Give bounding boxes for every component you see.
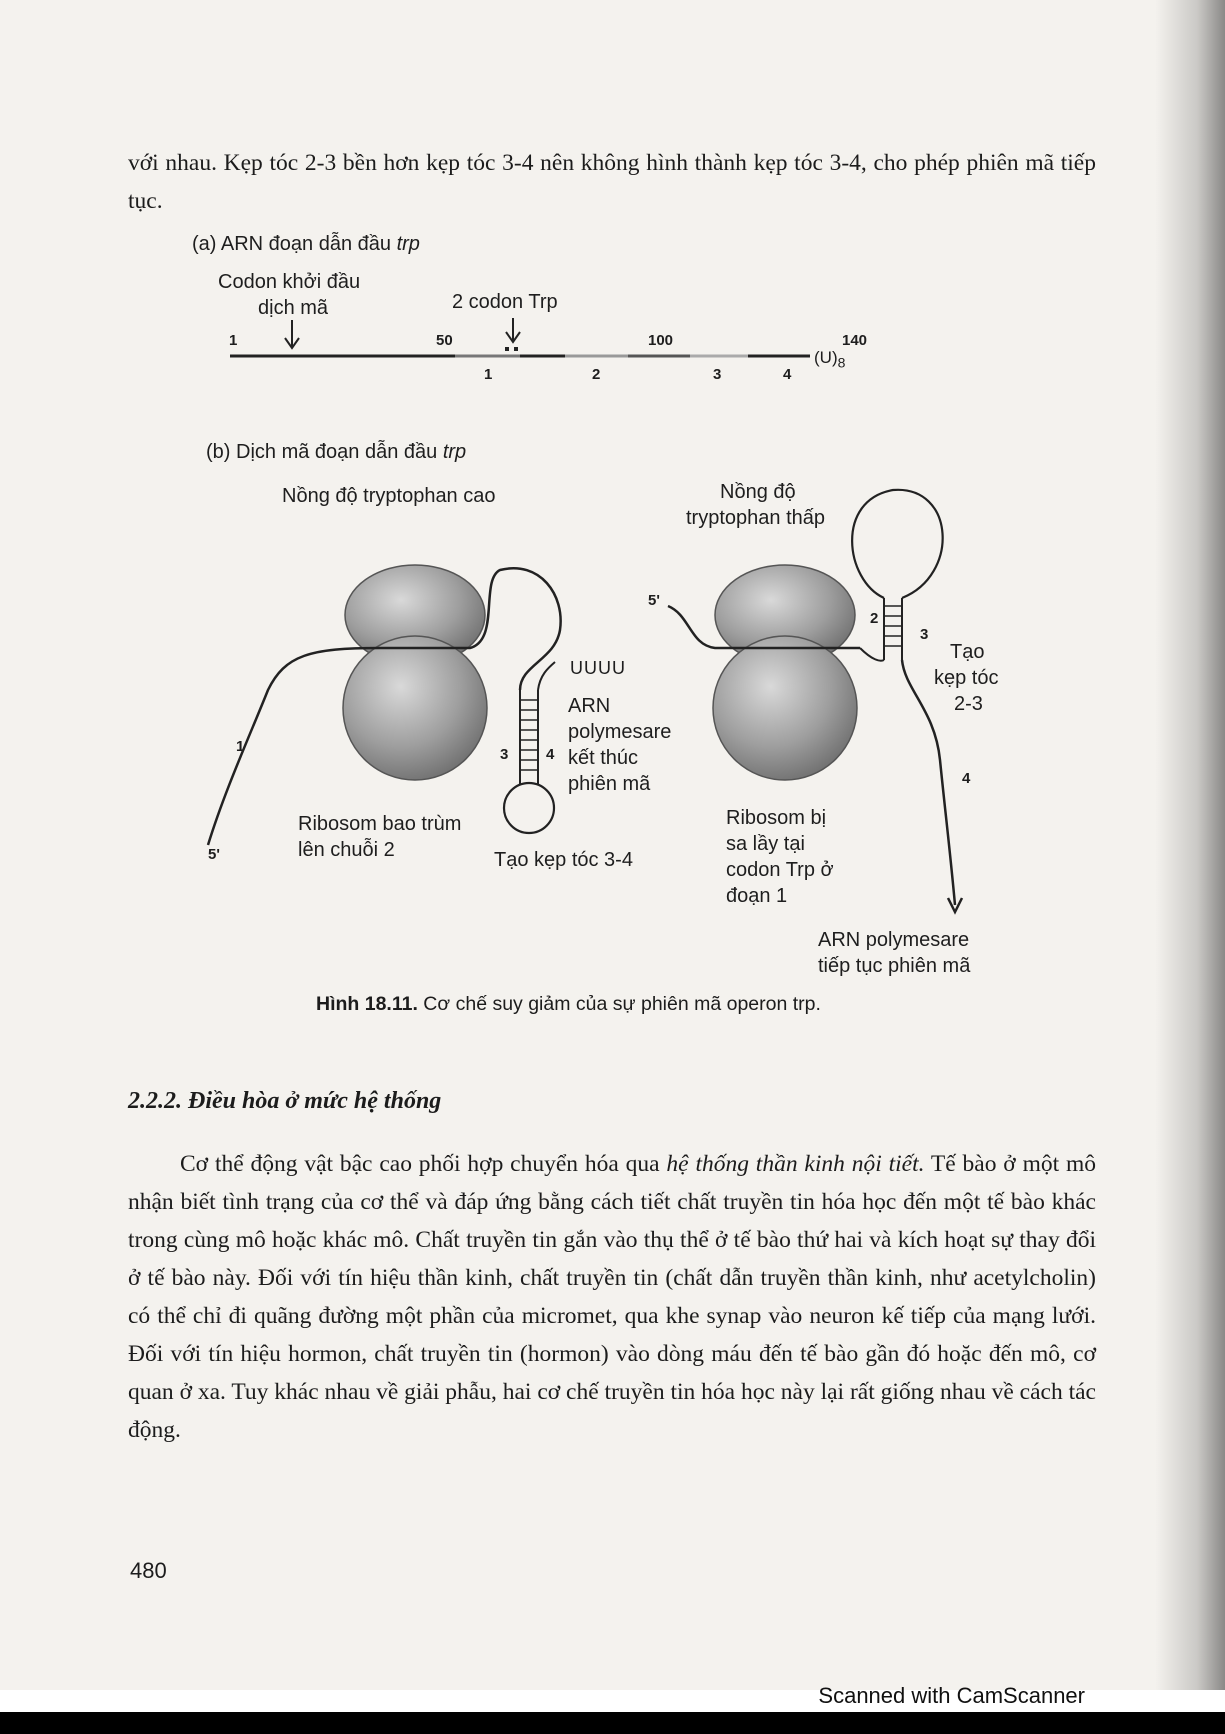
termination-line2: polymesare — [568, 721, 672, 743]
stalled-line3: codon Trp ở — [726, 859, 834, 881]
termination-line3: kết thúc — [568, 747, 639, 769]
b-left-seg-3: 3 — [500, 746, 509, 763]
b-right-seg-4: 4 — [962, 770, 971, 787]
position-1: 1 — [229, 332, 238, 349]
left-ribosome — [343, 565, 487, 780]
termination-line1: ARN — [568, 695, 611, 717]
hairpin-23-line1: Tạo — [950, 641, 985, 663]
hairpin-23-line3: 2-3 — [954, 693, 983, 715]
b-left-seg-4: 4 — [546, 746, 555, 763]
position-50: 50 — [436, 332, 453, 349]
ribosome-covers-line2: lên chuỗi 2 — [298, 839, 395, 861]
low-trp-title-line1: Nồng độ — [720, 481, 796, 503]
uuuu-label: UUUU — [570, 658, 626, 678]
stalled-line4: đoạn 1 — [726, 885, 788, 907]
continue-line2: tiếp tục phiên mã — [818, 955, 971, 977]
hairpin-23-line2: kẹp tóc — [934, 667, 999, 689]
start-codon-arrow-icon — [285, 320, 299, 348]
page-number: 480 — [130, 1558, 167, 1583]
poly-u-label: $(U)_8$ — [814, 348, 846, 371]
b-right-seg-2: 2 — [870, 610, 879, 627]
start-codon-label-line1: Codon khởi đầu — [218, 271, 361, 293]
hairpin-34-label: Tạo kẹp tóc 3-4 — [494, 849, 633, 871]
b-left-seg-1: 1 — [236, 738, 245, 755]
five-prime-right: 5' — [648, 592, 660, 609]
segment-4-label: 4 — [783, 366, 792, 383]
ribosome-covers-line1: Ribosom bao trùm — [298, 813, 462, 835]
low-trp-title-line2: tryptophan thấp — [686, 507, 825, 529]
start-codon-label-line2: dịch mã — [258, 297, 329, 319]
trp-codons-label: 2 codon Trp — [452, 291, 558, 313]
panel-b-title: (b) Dịch mã đoạn dẫn đầu trp — [206, 441, 467, 463]
figure-caption: Hình 18.11. Cơ chế suy giảm của sự phiên mã operon trp. — [316, 993, 821, 1015]
position-100: 100 — [648, 332, 674, 349]
five-prime-left: 5' — [208, 846, 220, 863]
termination-line4: phiên mã — [568, 773, 651, 795]
intro-paragraph: với nhau. Kẹp tóc 2-3 bền hơn kẹp tóc 3-4 nên không hình thành kẹp tóc 3-4, cho phép phiên mã tiếp tục. — [128, 150, 1096, 214]
stalled-line1: Ribosom bị — [726, 807, 827, 829]
scanner-label: Scanned with CamScanner — [818, 1683, 1085, 1708]
stalled-line2: sa lầy tại — [726, 833, 805, 855]
section-heading: 2.2.2. Điều hòa ở mức hệ thống — [128, 1088, 442, 1114]
trp-codon-arrow-icon — [505, 318, 520, 351]
position-140: 140 — [842, 332, 868, 349]
right-ribosome — [713, 565, 857, 780]
bottom-black-strip — [0, 1712, 1225, 1734]
right-hairpin-2-3 — [852, 490, 943, 661]
segment-1-label: 1 — [484, 366, 493, 383]
panel-a-title: (a) ARN đoạn dẫn đầu trp — [192, 233, 420, 255]
segment-3-label: 3 — [713, 366, 722, 383]
left-hairpin-3-4 — [504, 662, 555, 833]
b-right-seg-3: 3 — [920, 626, 929, 643]
continue-line1: ARN polymesare — [818, 929, 970, 951]
right-mrna-tail — [902, 660, 955, 905]
high-trp-title: Nồng độ tryptophan cao — [282, 485, 496, 507]
body-paragraph: Cơ thể động vật bậc cao phối hợp chuyển hóa qua hệ thống thần kinh nội tiết. Tế bào ở một mô nhận biết tình trạng của cơ thể và đáp ứng bằng cách tiết chất truyền tin hóa học đến một tế bào khác trong cùng mô hoặc khác mô. Chất truyền tin gắn vào thụ thể ở tế bào thứ hai và kích hoạt sự thay đổi ở tế bào này. Đối với tín hiệu thần kinh, chất truyền tin (chất dẫn truyền thần kinh, như acetylcholin) có thể chỉ đi quãng đường một phần của micromet, qua khe synap vào neuron kế tiếp của mạng lưới. Đối với tín hiệu hormon, chất truyền tin (hormon) vào dòng máu đến tế bào gần đó hoặc đến mô, cơ quan ở xa. Tuy khác nhau về giải phẫu, hai cơ chế truyền tin hóa học này lại rất giống nhau về cách tác động. — [128, 1151, 1097, 1443]
segment-2-label: 2 — [592, 366, 601, 383]
